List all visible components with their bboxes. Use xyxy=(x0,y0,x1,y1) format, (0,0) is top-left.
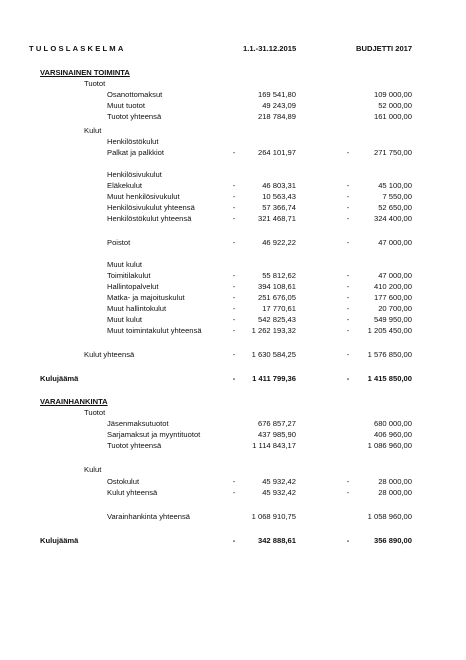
value-budget: 45 100,00 xyxy=(378,181,412,190)
value-budget: 20 700,00 xyxy=(378,304,412,313)
value-budget: 47 000,00 xyxy=(378,271,412,280)
row-label: Henkilösivukulut yhteensä xyxy=(107,203,195,212)
value-budget: 406 960,00 xyxy=(373,430,412,439)
row-label: Matka- ja majoituskulut xyxy=(107,293,185,302)
row-label: Eläkekulut xyxy=(107,181,143,190)
value-budget: 324 400,00 xyxy=(373,214,412,223)
value-budget: 52 000,00 xyxy=(378,101,412,110)
row-label: Toimitilakulut xyxy=(107,271,151,280)
value-budget: 52 650,00 xyxy=(378,203,412,212)
value-2015: 46 922,22 xyxy=(262,238,296,247)
row-label: Henkilöstökulut yhteensä xyxy=(107,214,192,223)
subgroup-label: Henkilösivukulut xyxy=(107,170,162,179)
value-2015: 49 243,09 xyxy=(262,101,296,110)
value-2015: 10 563,43 xyxy=(262,192,296,201)
minus-sign: - xyxy=(232,214,236,223)
value-budget: 161 000,00 xyxy=(373,112,412,121)
row-label-kulujaama: Kulujäämä xyxy=(40,374,79,383)
minus-sign: - xyxy=(232,192,236,201)
minus-sign: - xyxy=(346,477,350,486)
value-2015: 55 812,62 xyxy=(262,271,296,280)
value-2015: 1 068 910,75 xyxy=(251,512,296,521)
value-2015: 169 541,80 xyxy=(257,90,296,99)
minus-sign: - xyxy=(346,315,350,324)
value-2015: 218 784,89 xyxy=(257,112,296,121)
minus-sign: - xyxy=(346,181,350,190)
row-label: Poistot xyxy=(107,238,131,247)
minus-sign: - xyxy=(346,203,350,212)
value-budget: 1 576 850,00 xyxy=(367,350,412,359)
section-heading-varsinainen-toiminta: VARSINAINEN TOIMINTA xyxy=(40,68,130,77)
value-budget: 1 058 960,00 xyxy=(367,512,412,521)
row-label: Kulut yhteensä xyxy=(107,488,158,497)
minus-sign: - xyxy=(346,238,350,247)
minus-sign: - xyxy=(232,181,236,190)
value-budget: 1 086 960,00 xyxy=(367,441,412,450)
minus-sign: - xyxy=(346,326,350,335)
minus-sign: - xyxy=(346,148,350,157)
minus-sign: - xyxy=(232,488,236,497)
value-budget: 410 200,00 xyxy=(373,282,412,291)
value-2015: 1 114 843,17 xyxy=(252,441,296,450)
minus-sign: - xyxy=(232,315,236,324)
minus-sign: - xyxy=(232,374,236,383)
value-2015: 542 825,43 xyxy=(257,315,296,324)
minus-sign: - xyxy=(232,282,236,291)
row-label: Hallintopalvelut xyxy=(107,282,159,291)
value-2015: 321 468,71 xyxy=(257,214,296,223)
minus-sign: - xyxy=(232,536,236,545)
group-label-tuotot: Tuotot xyxy=(84,79,106,88)
row-label: Muut kulut xyxy=(107,315,143,324)
row-label: Muut tuotot xyxy=(107,101,145,110)
minus-sign: - xyxy=(346,488,350,497)
value-2015: 437 985,90 xyxy=(257,430,296,439)
row-label: Varainhankinta yhteensä xyxy=(107,512,191,521)
row-label: Muut henkilösivukulut xyxy=(107,192,180,201)
value-2015: 57 366,74 xyxy=(262,203,296,212)
minus-sign: - xyxy=(346,214,350,223)
minus-sign: - xyxy=(346,271,350,280)
value-2015: 45 932,42 xyxy=(262,488,296,497)
value-budget: 28 000,00 xyxy=(378,488,412,497)
value-2015: 342 888,61 xyxy=(257,536,296,545)
minus-sign: - xyxy=(232,148,236,157)
row-label: Sarjamaksut ja myyntituotot xyxy=(107,430,201,439)
value-budget: 1 415 850,00 xyxy=(367,374,412,383)
value-budget: 680 000,00 xyxy=(373,419,412,428)
minus-sign: - xyxy=(346,304,350,313)
value-2015: 17 770,61 xyxy=(262,304,296,313)
value-2015: 1 411 799,36 xyxy=(252,374,296,383)
group-label-kulut: Kulut xyxy=(84,126,102,135)
group-label-tuotot: Tuotot xyxy=(84,408,106,417)
value-budget: 47 000,00 xyxy=(378,238,412,247)
value-budget: 7 550,00 xyxy=(382,192,412,201)
row-label: Muut toimintakulut yhteensä xyxy=(107,326,202,335)
section-heading-varainhankinta: VARAINHANKINTA xyxy=(40,397,108,406)
minus-sign: - xyxy=(346,282,350,291)
row-label: Palkat ja palkkiot xyxy=(107,148,164,157)
page-title: TULOSLASKELMA xyxy=(29,44,126,53)
group-label-kulut: Kulut xyxy=(84,465,102,474)
value-2015: 394 108,61 xyxy=(257,282,296,291)
minus-sign: - xyxy=(232,238,236,247)
minus-sign: - xyxy=(232,293,236,302)
column-header-2015: 1.1.-31.12.2015 xyxy=(243,44,297,53)
minus-sign: - xyxy=(232,304,236,313)
minus-sign: - xyxy=(346,350,350,359)
value-2015: 45 932,42 xyxy=(262,477,296,486)
subgroup-label: Muut kulut xyxy=(107,260,143,269)
minus-sign: - xyxy=(346,536,350,545)
row-label: Ostokulut xyxy=(107,477,140,486)
row-label: Tuotot yhteensä xyxy=(107,441,162,450)
subgroup-label: Henkilöstökulut xyxy=(107,137,159,146)
minus-sign: - xyxy=(232,271,236,280)
value-2015: 676 857,27 xyxy=(257,419,296,428)
value-2015: 251 676,05 xyxy=(257,293,296,302)
value-2015: 1 630 584,25 xyxy=(251,350,296,359)
row-label-kulujaama: Kulujäämä xyxy=(40,536,79,545)
value-budget: 177 600,00 xyxy=(373,293,412,302)
row-label-kulut-yhteensa: Kulut yhteensä xyxy=(84,350,135,359)
minus-sign: - xyxy=(232,203,236,212)
row-label: Tuotot yhteensä xyxy=(107,112,162,121)
value-budget: 271 750,00 xyxy=(373,148,412,157)
row-label: Osanottomaksut xyxy=(107,90,163,99)
value-budget: 28 000,00 xyxy=(378,477,412,486)
column-header-budget-2017: BUDJETTI 2017 xyxy=(356,44,413,53)
value-budget: 109 000,00 xyxy=(373,90,412,99)
value-budget: 549 950,00 xyxy=(373,315,412,324)
minus-sign: - xyxy=(346,293,350,302)
minus-sign: - xyxy=(232,326,236,335)
value-budget: 356 890,00 xyxy=(373,536,412,545)
minus-sign: - xyxy=(346,192,350,201)
value-2015: 46 803,31 xyxy=(262,181,296,190)
minus-sign: - xyxy=(346,374,350,383)
minus-sign: - xyxy=(232,350,236,359)
value-budget: 1 205 450,00 xyxy=(367,326,412,335)
value-2015: 264 101,97 xyxy=(257,148,296,157)
row-label: Jäsenmaksutuotot xyxy=(107,419,169,428)
minus-sign: - xyxy=(232,477,236,486)
value-2015: 1 262 193,32 xyxy=(251,326,296,335)
row-label: Muut hallintokulut xyxy=(107,304,167,313)
